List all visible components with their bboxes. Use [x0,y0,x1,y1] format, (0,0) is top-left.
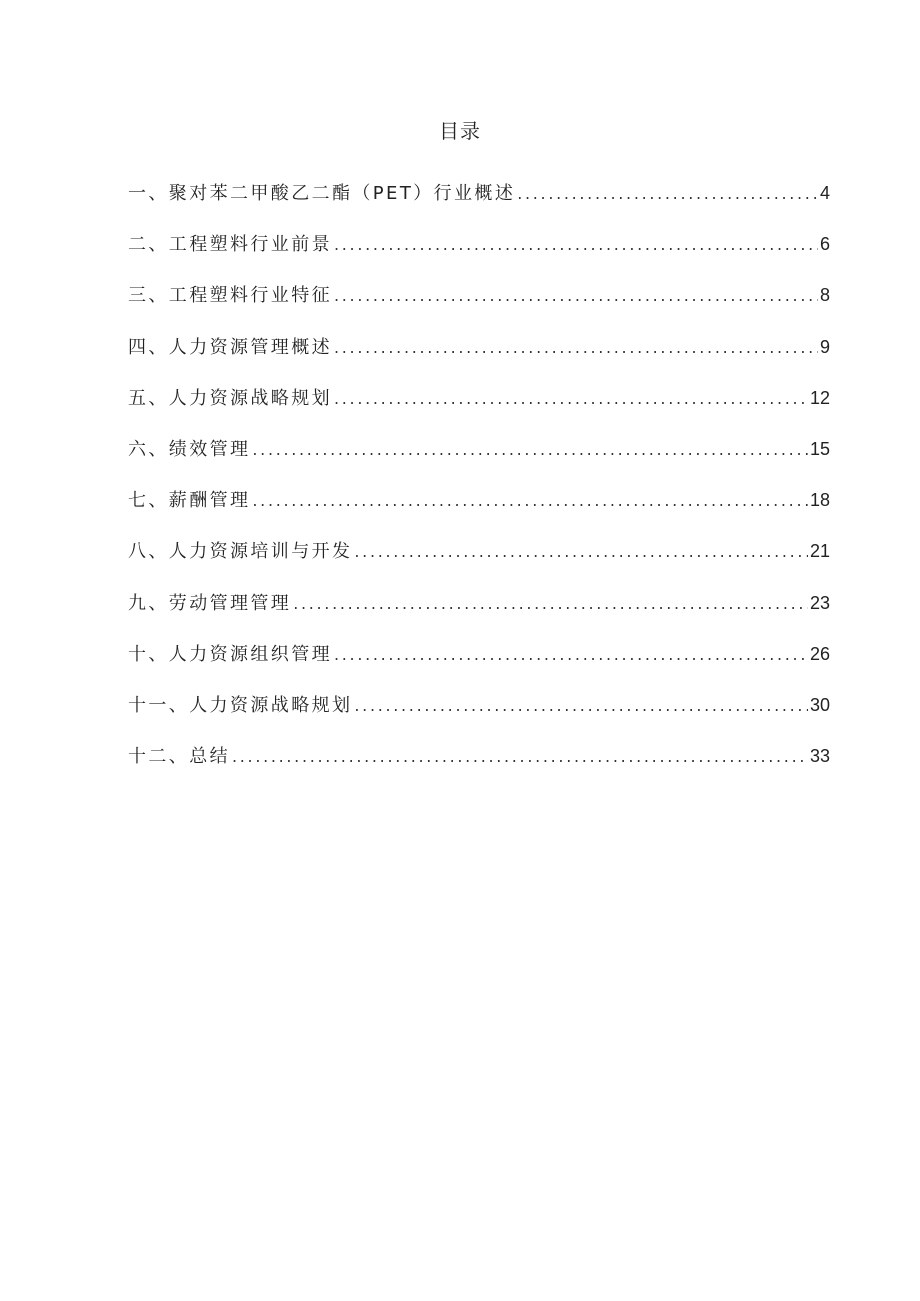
dot-leader [293,591,808,617]
dot-leader [334,335,818,361]
toc-entry-page: 6 [819,234,830,255]
toc-entry-label: 二、工程塑料行业前景 [128,234,332,256]
toc-entry[interactable] [128,590,830,641]
toc-entry[interactable] [128,282,830,333]
toc-entry-label: 一、聚对苯二甲酸乙二酯（PET）行业概述 [128,183,516,204]
dot-leader [334,386,808,412]
toc-entry-label: 十二、总结 [128,746,230,768]
toc-entry[interactable] [128,436,830,487]
toc-entry-label: 四、人力资源管理概述 [128,336,332,358]
dot-leader [252,488,808,514]
dot-leader [334,232,818,258]
toc-entry-page: 4 [819,183,830,203]
toc-title: 目录 [439,119,481,143]
toc-entry[interactable] [128,334,830,385]
toc-entry-label: 五、人力资源战略规划 [128,387,332,409]
toc-entry-label: 九、劳动管理管理 [128,592,292,614]
toc-entry-page: 21 [809,541,830,562]
toc-entry-page: 18 [809,490,830,511]
toc-entry[interactable] [128,385,830,436]
toc-entry-page: 12 [809,387,830,408]
toc-entry[interactable] [128,641,830,692]
toc-entry-label: 三、工程塑料行业特征 [128,285,332,307]
toc-entry[interactable] [128,231,830,282]
dot-leader [354,693,808,719]
toc-entry-page: 9 [819,336,830,357]
toc-entry[interactable] [128,692,830,743]
toc-entry-label: 八、人力资源培训与开发 [128,541,353,563]
toc-entry-page: 26 [809,643,830,664]
dot-leader [354,539,808,565]
dot-leader [517,181,818,207]
dot-leader [334,283,818,309]
toc-entry[interactable] [128,487,830,538]
dot-leader [232,744,808,770]
dot-leader [334,642,808,668]
toc-entry[interactable] [128,743,830,794]
toc-entry-label: 十、人力资源组织管理 [128,643,332,665]
toc-entry-page: 23 [809,592,830,613]
toc-entry-label: 六、绩效管理 [128,438,251,460]
toc-entry-label: 七、薪酬管理 [128,490,251,512]
toc-entry-page: 15 [809,438,830,459]
toc-entry-page: 33 [809,746,830,767]
toc-entry[interactable] [128,180,830,231]
toc-entry[interactable] [128,538,830,589]
toc-entry-page: 30 [809,694,830,715]
toc-entry-page: 8 [819,285,830,306]
toc-list [128,180,830,794]
dot-leader [252,437,808,463]
toc-entry-label: 十一、人力资源战略规划 [128,694,353,716]
